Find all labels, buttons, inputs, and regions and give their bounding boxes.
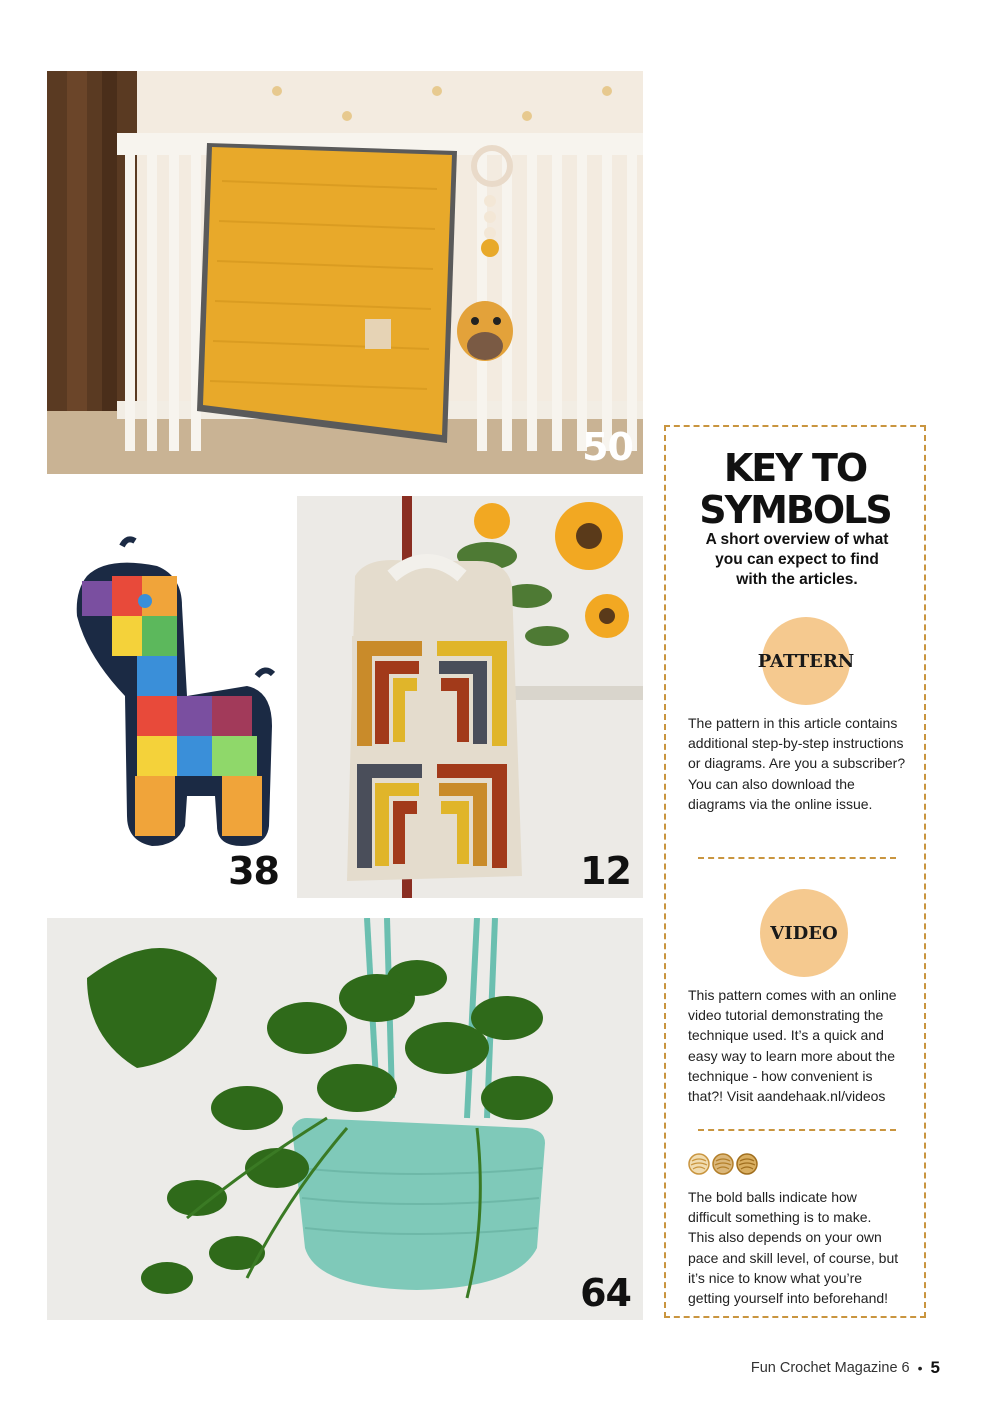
key-title — [666, 447, 924, 531]
crib-blanket-photo — [47, 71, 643, 474]
patchwork-giraffe-photo — [47, 496, 283, 898]
pattern-badge: PATTERN — [762, 617, 850, 705]
balls-line-1: The bold balls indicate how — [688, 1189, 857, 1205]
pattern-line-2: additional step-by-step instructions — [688, 735, 904, 752]
pattern-description — [688, 713, 910, 814]
balls-line-6: getting yourself into beforehand! — [688, 1290, 889, 1307]
patchwork-giraffe-image — [47, 496, 283, 898]
footer-separator: • — [917, 1360, 923, 1376]
video-line-4: easy way to learn more about the — [688, 1047, 896, 1064]
page-footer — [700, 1357, 940, 1379]
balls-line-5: it’s nice to know what you’re — [688, 1269, 863, 1286]
key-title-line1: KEY TO — [723, 446, 867, 490]
key-subtitle — [686, 530, 908, 590]
video-line-3: technique used. It’s a quick and — [688, 1027, 884, 1044]
pattern-line-3: or diagrams. Are you a subscriber? — [688, 755, 906, 772]
key-subtitle-line1: A short overview of what — [705, 531, 889, 548]
difficulty-balls — [688, 1153, 758, 1175]
page-number-12: 12 — [580, 849, 631, 893]
folio-page-number: 5 — [930, 1358, 940, 1377]
divider-1 — [698, 857, 896, 859]
key-subtitle-line2: you can expect to find — [715, 551, 879, 568]
yarn-balls-icon — [688, 1153, 758, 1175]
granny-square-bag-photo — [297, 496, 643, 898]
key-to-symbols-panel — [664, 425, 926, 1318]
video-line-1: This pattern comes with an online — [688, 987, 897, 1003]
hanging-planter-image — [47, 918, 643, 1320]
video-line-2: video tutorial demonstrating the — [688, 1007, 884, 1024]
page-number-38: 38 — [228, 849, 279, 893]
balls-line-2: difficult something is to make. — [688, 1209, 872, 1226]
video-line-6: that?! Visit aandehaak.nl/videos — [688, 1088, 886, 1105]
balls-line-3: This also depends on your own — [688, 1229, 882, 1246]
pattern-line-1: The pattern in this article contains — [688, 715, 898, 731]
crib-blanket-image — [47, 71, 643, 474]
page-number-64: 64 — [580, 1271, 631, 1315]
balls-description — [688, 1187, 910, 1308]
divider-2 — [698, 1129, 896, 1131]
video-line-5: technique - how convenient is — [688, 1067, 873, 1084]
granny-square-bag-image — [297, 496, 643, 898]
magazine-name: Fun Crochet Magazine 6 — [750, 1360, 910, 1376]
pattern-line-5: diagrams via the online issue. — [688, 795, 873, 812]
balls-line-4: pace and skill level, of course, but — [688, 1249, 899, 1266]
video-description — [688, 985, 910, 1106]
key-subtitle-line3: with the articles. — [736, 571, 858, 588]
key-title-line2: SYMBOLS — [699, 488, 891, 532]
page-number-50: 50 — [582, 425, 633, 469]
video-badge: VIDEO — [760, 889, 848, 977]
pattern-line-4: You can also download the — [688, 775, 855, 792]
hanging-planter-photo — [47, 918, 643, 1320]
